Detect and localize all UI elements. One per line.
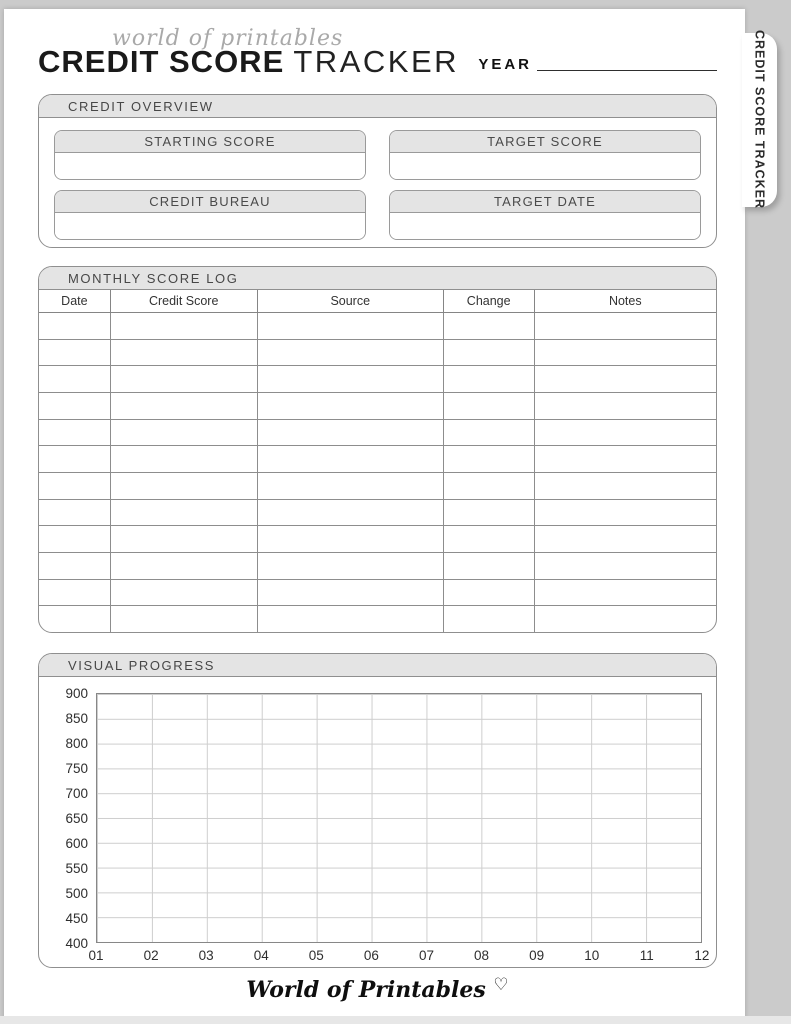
log-cell-source[interactable] (258, 553, 444, 579)
log-cell-source[interactable] (258, 446, 444, 472)
log-cell-date[interactable] (39, 580, 111, 606)
log-cell-notes[interactable] (535, 393, 716, 419)
title-block (38, 26, 459, 80)
year-label: YEAR (478, 56, 532, 73)
log-cell-notes[interactable] (535, 313, 716, 339)
field-target-date-header (390, 191, 700, 213)
log-cell-credit-score[interactable] (111, 420, 258, 446)
log-cell-date[interactable] (39, 340, 111, 366)
log-column-header: Date (39, 290, 111, 312)
table-row (39, 340, 716, 367)
log-cell-change[interactable] (444, 473, 535, 499)
field-target-date-input[interactable] (390, 213, 700, 240)
field-starting-score-header (55, 131, 365, 153)
overview-fields (39, 118, 716, 246)
log-cell-source[interactable] (258, 420, 444, 446)
page-title-bold: CREDIT SCORE (38, 44, 285, 79)
log-cell-credit-score[interactable] (111, 473, 258, 499)
log-cell-source[interactable] (258, 393, 444, 419)
table-row (39, 553, 716, 580)
log-cell-change[interactable] (444, 313, 535, 339)
table-row (39, 366, 716, 393)
log-cell-source[interactable] (258, 580, 444, 606)
monthly-log-title: MONTHLY SCORE LOG (68, 270, 239, 286)
log-cell-notes[interactable] (535, 526, 716, 552)
log-cell-credit-score[interactable] (111, 526, 258, 552)
log-cell-notes[interactable] (535, 473, 716, 499)
side-tab-label: CREDIT SCORE TRACKER (752, 30, 767, 210)
table-row (39, 446, 716, 473)
log-cell-date[interactable] (39, 553, 111, 579)
field-target-score-label: TARGET SCORE (487, 134, 603, 149)
field-starting-score (54, 130, 366, 180)
log-cell-notes[interactable] (535, 500, 716, 526)
log-cell-credit-score[interactable] (111, 553, 258, 579)
page-header (38, 9, 717, 80)
side-tab (742, 30, 777, 210)
field-target-date-label: TARGET DATE (493, 194, 597, 209)
log-cell-change[interactable] (444, 446, 535, 472)
photo-edge-strip (0, 1016, 791, 1024)
field-target-score (389, 130, 701, 180)
log-cell-date[interactable] (39, 473, 111, 499)
log-cell-change[interactable] (444, 366, 535, 392)
log-cell-credit-score[interactable] (111, 393, 258, 419)
field-target-score-header (390, 131, 700, 153)
log-cell-date[interactable] (39, 313, 111, 339)
monthly-score-log-section (38, 266, 717, 633)
field-target-score-input[interactable] (390, 153, 700, 180)
log-cell-credit-score[interactable] (111, 580, 258, 606)
log-cell-credit-score[interactable] (111, 366, 258, 392)
log-cell-credit-score[interactable] (111, 606, 258, 632)
log-column-header: Change (444, 290, 535, 312)
log-cell-notes[interactable] (535, 606, 716, 632)
log-cell-date[interactable] (39, 420, 111, 446)
log-cell-change[interactable] (444, 553, 535, 579)
log-column-header: Credit Score (111, 290, 258, 312)
log-rows (39, 313, 716, 632)
log-cell-credit-score[interactable] (111, 313, 258, 339)
log-cell-date[interactable] (39, 393, 111, 419)
log-cell-source[interactable] (258, 526, 444, 552)
visual-progress-header (39, 654, 716, 677)
log-cell-date[interactable] (39, 446, 111, 472)
log-cell-date[interactable] (39, 500, 111, 526)
printable-page (4, 9, 745, 1024)
table-row (39, 473, 716, 500)
log-cell-source[interactable] (258, 313, 444, 339)
field-starting-score-input[interactable] (55, 153, 365, 180)
log-cell-credit-score[interactable] (111, 446, 258, 472)
log-cell-change[interactable] (444, 420, 535, 446)
heart-icon: ♡ (493, 975, 509, 995)
visual-progress-section (38, 653, 717, 968)
credit-overview-section (38, 94, 717, 248)
field-credit-bureau-input[interactable] (55, 213, 365, 240)
year-input-line[interactable] (537, 70, 717, 71)
log-cell-source[interactable] (258, 340, 444, 366)
log-cell-source[interactable] (258, 366, 444, 392)
monthly-log-header (39, 267, 716, 290)
chart-x-axis: 01 02 03 04 05 06 07 08 09 10 11 12 (88, 948, 710, 963)
page-title (38, 44, 459, 80)
table-row (39, 393, 716, 420)
field-credit-bureau (54, 190, 366, 240)
log-cell-date[interactable] (39, 606, 111, 632)
table-row (39, 580, 716, 607)
log-cell-change[interactable] (444, 606, 535, 632)
log-cell-change[interactable] (444, 526, 535, 552)
progress-chart (39, 677, 716, 966)
log-cell-date[interactable] (39, 366, 111, 392)
field-starting-score-label: STARTING SCORE (144, 134, 276, 149)
field-credit-bureau-label: CREDIT BUREAU (149, 194, 271, 209)
brand-script-top: world of printables (112, 26, 344, 51)
log-column-headers (39, 290, 716, 313)
log-cell-source[interactable] (258, 473, 444, 499)
log-cell-notes[interactable] (535, 446, 716, 472)
page-footer (38, 975, 717, 1003)
log-cell-credit-score[interactable] (111, 500, 258, 526)
log-cell-source[interactable] (258, 500, 444, 526)
credit-overview-title: CREDIT OVERVIEW (68, 98, 214, 114)
log-cell-change[interactable] (444, 340, 535, 366)
year-block (478, 56, 717, 73)
monthly-log-table (39, 290, 716, 632)
log-cell-notes[interactable] (535, 420, 716, 446)
brand-script-footer: World of Printables ♡ (246, 975, 509, 1003)
field-credit-bureau-header (55, 191, 365, 213)
credit-overview-header (39, 95, 716, 118)
log-cell-notes[interactable] (535, 553, 716, 579)
chart-plot-grid (96, 693, 702, 943)
log-cell-notes[interactable] (535, 366, 716, 392)
table-row (39, 526, 716, 553)
chart-y-axis: 900 850 800 750 700 650 600 550 500 450 400 (65, 685, 88, 951)
log-column-header: Notes (608, 294, 642, 308)
page-title-light: TRACKER (293, 44, 460, 79)
log-cell-source[interactable] (258, 606, 444, 632)
table-row (39, 313, 716, 340)
log-cell-change[interactable] (444, 580, 535, 606)
log-cell-change[interactable] (444, 393, 535, 419)
field-target-date (389, 190, 701, 240)
log-cell-notes[interactable] (535, 340, 716, 366)
log-cell-notes[interactable] (535, 580, 716, 606)
visual-progress-title: VISUAL PROGRESS (68, 657, 216, 673)
table-row (39, 420, 716, 447)
table-row (39, 606, 716, 632)
log-column-header: Source (258, 290, 444, 312)
log-cell-credit-score[interactable] (111, 340, 258, 366)
table-row (39, 500, 716, 527)
log-cell-change[interactable] (444, 500, 535, 526)
log-cell-date[interactable] (39, 526, 111, 552)
